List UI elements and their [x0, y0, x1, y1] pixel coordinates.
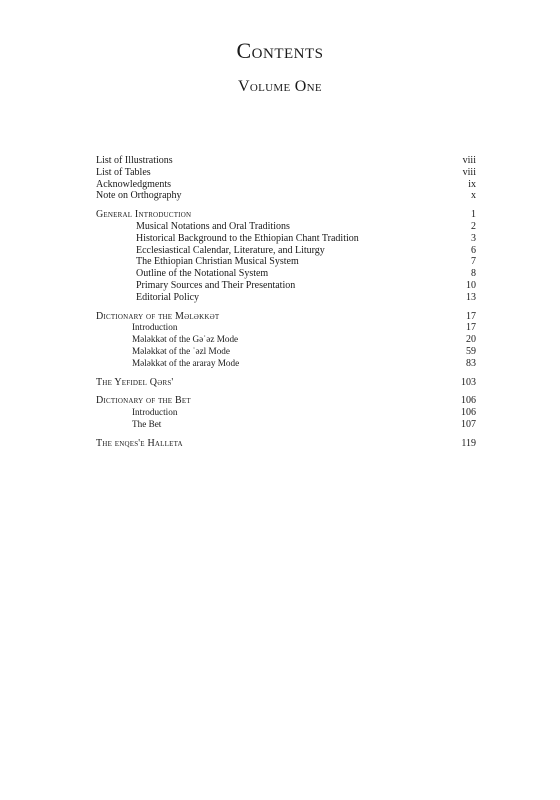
toc-entry-page: 7: [471, 256, 476, 268]
toc-entry: [96, 179, 476, 191]
toc-entry-page: ix: [468, 178, 476, 190]
toc-entry-page: 106: [461, 407, 476, 419]
toc-entry-page: 83: [466, 357, 476, 369]
toc-entry-page: viii: [462, 166, 476, 178]
toc-entry-label: Note on Orthography: [96, 190, 182, 202]
toc-entry-label: Introduction: [132, 322, 178, 333]
toc-entry: [96, 268, 476, 280]
toc-entry-label: Introduction: [132, 407, 178, 418]
toc-entry-label: The enqes'e Halleta: [96, 437, 183, 449]
toc-entry-label: Historical Background to the Ethiopian Chant Tradition: [136, 232, 359, 244]
toc-entry-label: Outline of the Notational System: [136, 268, 269, 280]
toc-entry-page: 107: [461, 418, 476, 430]
toc-entry-label: Primary Sources and Their Presentation: [136, 279, 296, 291]
toc-entry: [96, 167, 476, 179]
toc-entry: [96, 221, 476, 233]
table-of-contents: [96, 155, 476, 450]
toc-entry: [96, 419, 476, 431]
toc-entry-label: Mələkkət of the ʿəzl Mode: [132, 345, 230, 356]
toc-entry-label: The Yefidel Qərs': [96, 376, 174, 388]
toc-entry: [96, 256, 476, 268]
toc-entry-page: 106: [461, 395, 476, 407]
toc-entry-page: 119: [461, 437, 476, 449]
toc-entry: [96, 190, 476, 202]
volume-title: Volume One: [238, 78, 322, 95]
toc-entry-page: 103: [461, 376, 476, 388]
toc-entry: [96, 358, 476, 370]
toc-entry-label: Musical Notations and Oral Traditions: [136, 220, 290, 232]
toc-entry-page: 2: [471, 220, 476, 232]
toc-entry-page: 17: [466, 322, 476, 334]
toc-entry: [96, 209, 476, 221]
toc-entry-label: Mələkkət of the Gəʿəz Mode: [132, 334, 239, 345]
toc-entry-label: Ecclesiastical Calendar, Literature, and Liturgy: [136, 244, 325, 256]
toc-entry: [96, 311, 476, 323]
toc-entry-page: viii: [462, 155, 476, 166]
toc-entry: [96, 334, 476, 346]
toc-entry-label: General Introduction: [96, 209, 192, 221]
toc-entry: [96, 395, 476, 407]
toc-entry: [96, 155, 476, 167]
toc-entry-label: Dictionary of the Mələkkət: [96, 310, 220, 322]
toc-entry: [96, 245, 476, 257]
toc-entry-label: Dictionary of the Bet: [96, 395, 191, 407]
toc-entry: [96, 346, 476, 358]
toc-entry-label: Acknowledgments: [96, 178, 171, 190]
toc-entry: [96, 233, 476, 245]
toc-entry-label: Mələkkət of the araray Mode: [132, 357, 240, 368]
page-title: Contents: [236, 38, 324, 63]
toc-entry-label: List of Illustrations: [96, 155, 173, 166]
toc-entry-page: x: [471, 190, 476, 202]
toc-entry-page: 3: [471, 232, 476, 244]
toc-entry: [96, 292, 476, 304]
toc-entry-page: 59: [466, 345, 476, 357]
toc-entry-page: 1: [471, 209, 476, 221]
toc-entry-label: The Bet: [132, 418, 162, 429]
toc-entry-page: 6: [471, 244, 476, 256]
toc-entry-label: List of Tables: [96, 166, 151, 178]
toc-entry-page: 13: [466, 291, 476, 303]
toc-entry-page: 10: [466, 279, 476, 291]
toc-entry: [96, 407, 476, 419]
toc-entry: [96, 438, 476, 450]
toc-entry-page: 17: [466, 310, 476, 322]
toc-entry-page: 8: [471, 268, 476, 280]
toc-entry-page: 20: [466, 334, 476, 346]
toc-entry-label: The Ethiopian Christian Musical System: [136, 256, 299, 268]
toc-entry-label: Editorial Policy: [136, 291, 200, 303]
toc-entry: [96, 280, 476, 292]
toc-entry: [96, 322, 476, 334]
toc-entry: [96, 377, 476, 389]
